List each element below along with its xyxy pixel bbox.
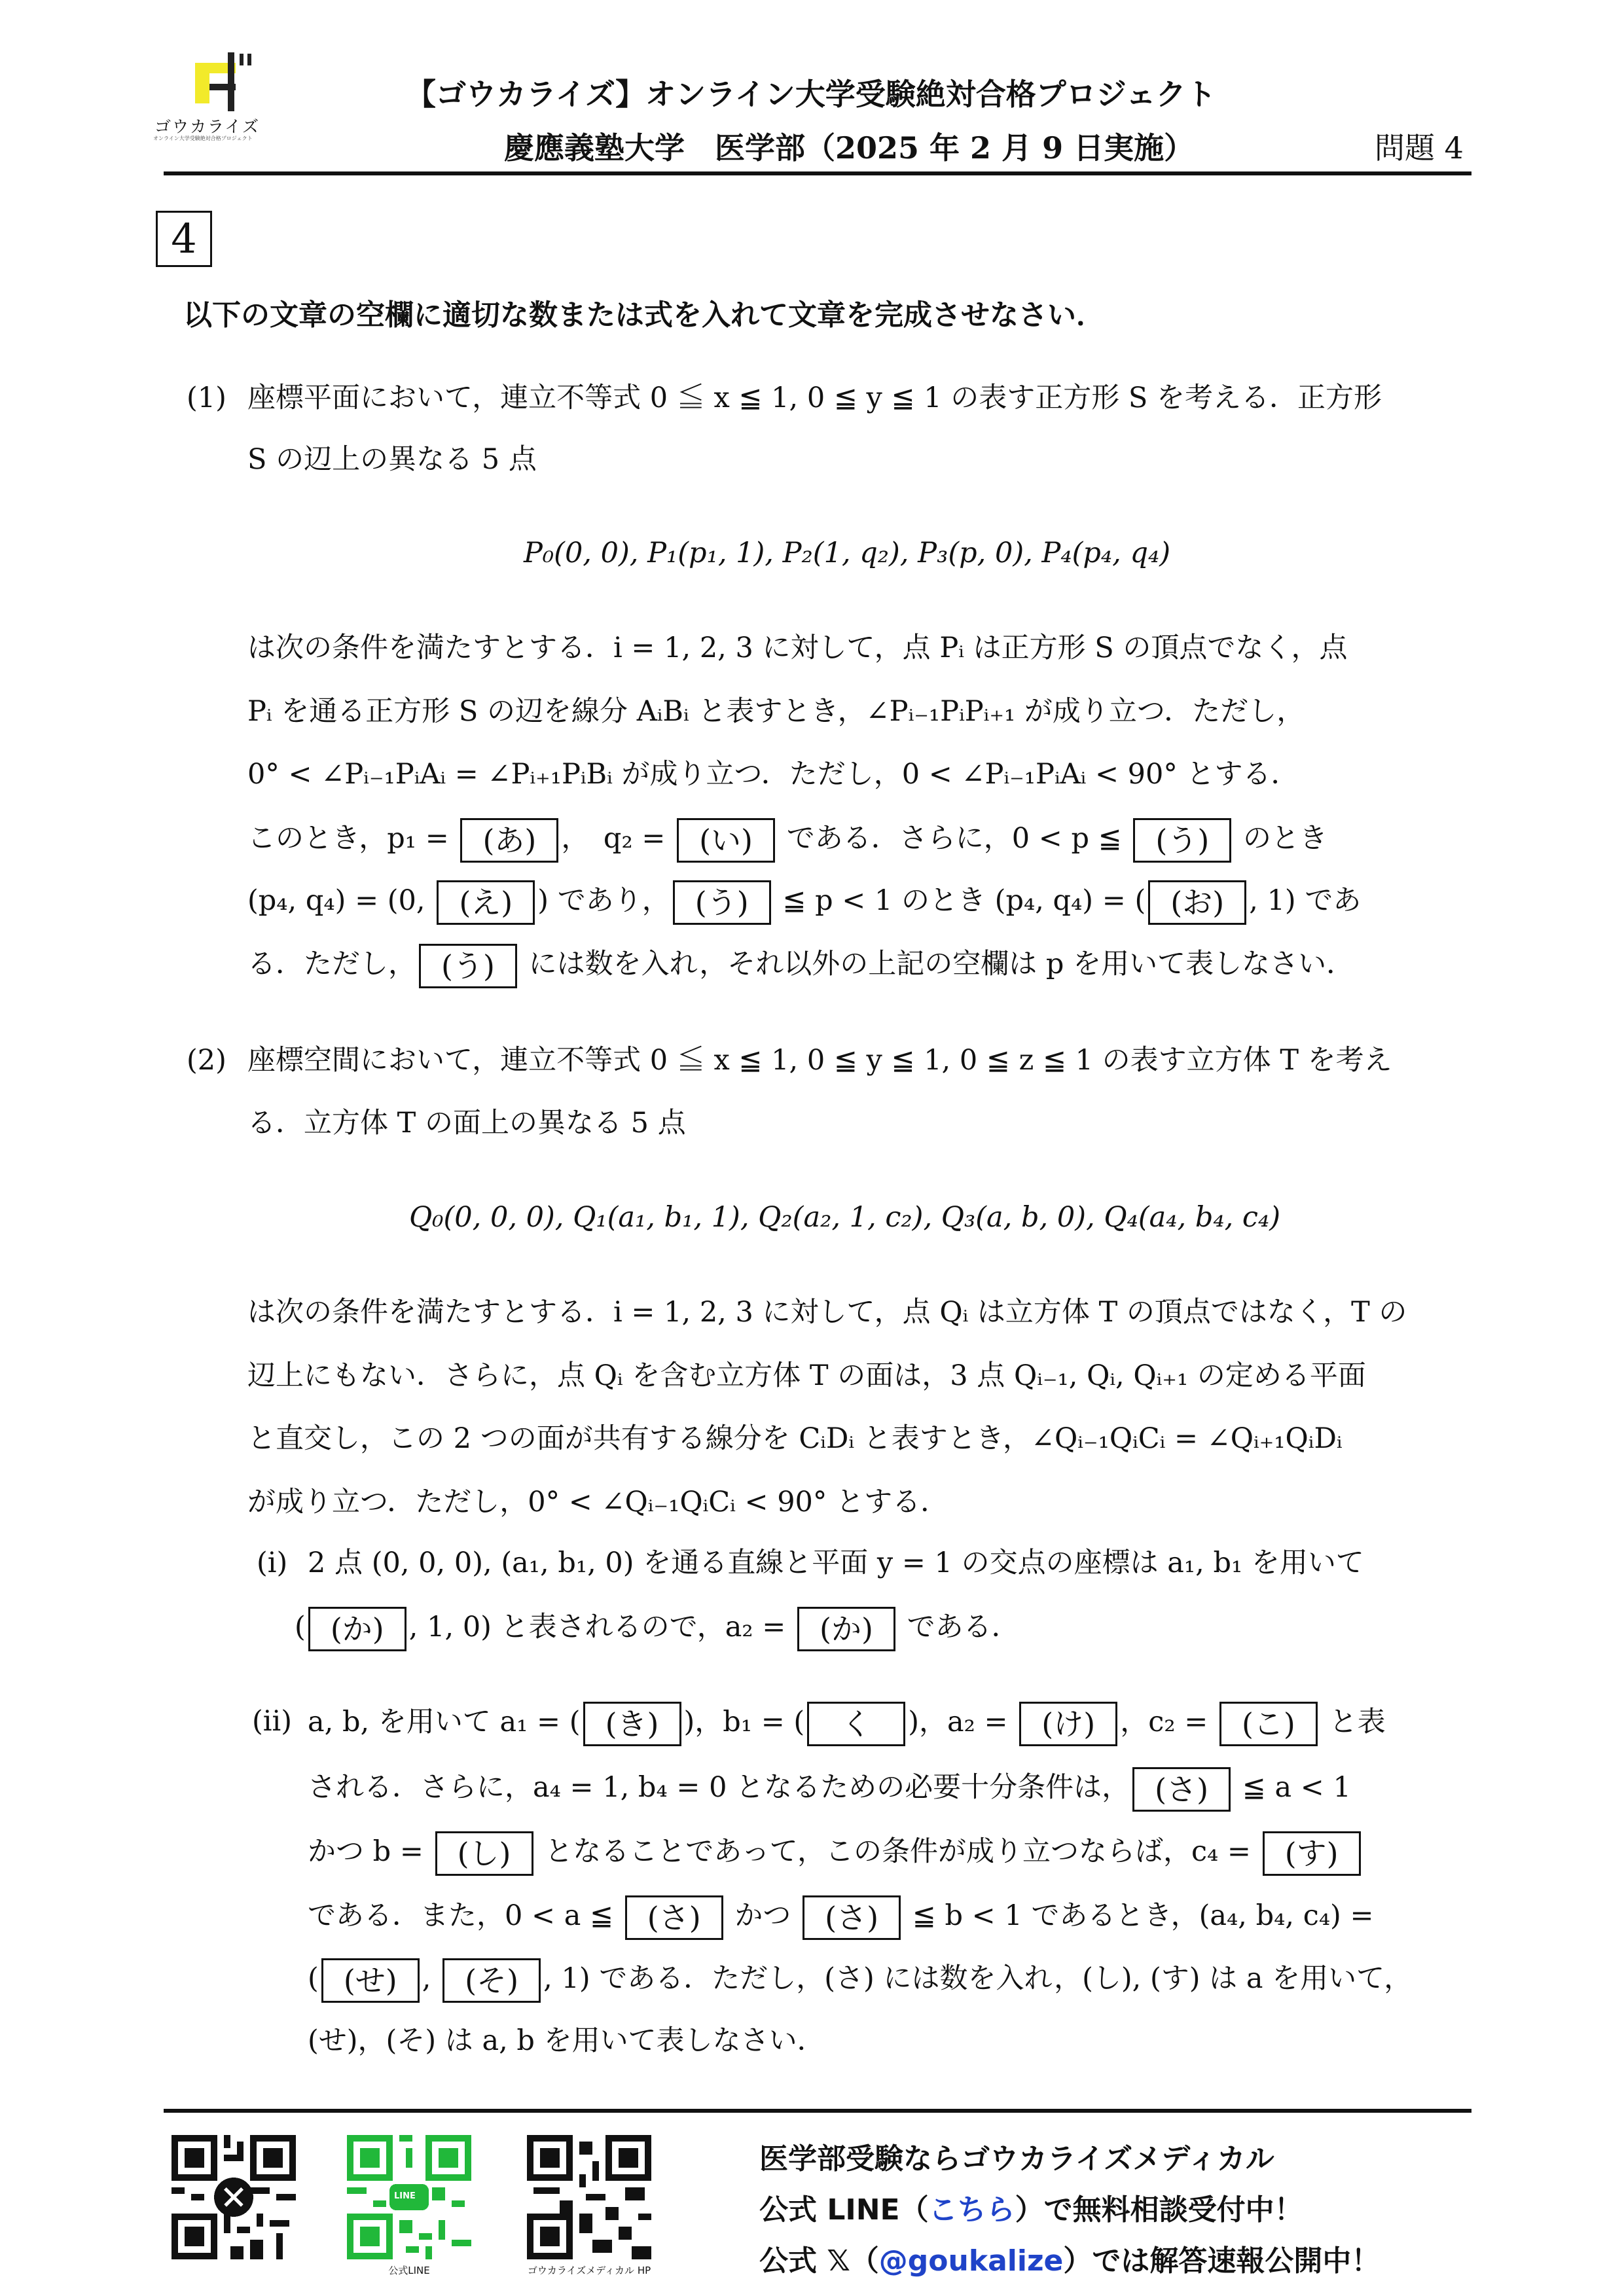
- blank-shi[interactable]: (し): [435, 1831, 533, 1876]
- footer-divider: [164, 2109, 1471, 2113]
- qr-x-code[interactable]: [171, 2135, 296, 2259]
- part2-ii-line1: a, b, を用いて a₁ = ( (き) )，b₁ = ( く )，a₂ = (け) ，c₂ = (こ) と表: [308, 1702, 1386, 1746]
- blank-ke[interactable]: (け): [1019, 1702, 1117, 1746]
- part2-ii-line4: である．また，0 < a ≦ (さ) かつ (さ) ≦ b < 1 であるとき，(a₄, b₄, c₄) =: [308, 1895, 1374, 1940]
- part2-line5: と直交し，この 2 つの面が共有する線分を CᵢDᵢ と表すとき，∠Qᵢ₋₁QᵢCᵢ = ∠Qᵢ₊₁QᵢDᵢ: [247, 1422, 1343, 1455]
- part2-i-line1: 2 点 (0, 0, 0), (a₁, b₁, 0) を通る直線と平面 y = 1 の交点の座標は a₁, b₁ を用いて: [308, 1547, 1364, 1579]
- blank-ko[interactable]: (こ): [1219, 1702, 1318, 1746]
- part2-line1: 座標空間において，連立不等式 0 ≦ x ≦ 1, 0 ≦ y ≦ 1, 0 ≦ z ≦ 1 の表す立方体 T を考え: [247, 1044, 1392, 1077]
- blank-so[interactable]: (そ): [442, 1958, 541, 2003]
- part1-line5: 0° < ∠Pᵢ₋₁PᵢAᵢ = ∠Pᵢ₊₁PᵢBᵢ が成り立つ．ただし，0 < ∠Pᵢ₋₁PᵢAᵢ < 90° とする．: [247, 758, 1299, 791]
- problem-label: 問題 4: [1375, 130, 1464, 166]
- blank-o[interactable]: (お): [1148, 880, 1246, 925]
- blank-ka[interactable]: (か): [308, 1607, 406, 1651]
- blank-sa-2[interactable]: (さ): [625, 1895, 723, 1940]
- brand-tagline: オンライン大学受験絶対合格プロジェクト: [153, 135, 253, 141]
- part1-line2: S の辺上の異なる 5 点: [247, 443, 537, 476]
- blank-ku[interactable]: く: [807, 1702, 905, 1746]
- part2-label: (2): [187, 1044, 226, 1077]
- blank-sa[interactable]: (さ): [1132, 1767, 1231, 1812]
- footer-line3: 公式 𝕏（@goukalize）では解答速報公開中！: [759, 2244, 1380, 2278]
- header-divider: [164, 171, 1471, 175]
- part1-line6: このとき，p₁ = (あ) ， q₂ = (い) である．さらに，0 < p ≦ (う) のとき: [247, 818, 1327, 863]
- blank-su[interactable]: (す): [1263, 1831, 1361, 1876]
- instruction: 以下の文章の空欄に適切な数または式を入れて文章を完成させなさい．: [183, 298, 1105, 332]
- blank-sa-3[interactable]: (さ): [803, 1895, 901, 1940]
- part2-ii-line5: ( (せ) , (そ) , 1) である．ただし，(さ) には数を入れ，(し), (す) は a を用いて，: [308, 1958, 1412, 2003]
- blank-ka-2[interactable]: (か): [797, 1607, 895, 1651]
- blank-se[interactable]: (せ): [321, 1958, 420, 2003]
- part1-points: P₀(0, 0), P₁(p₁, 1), P₂(1, q₂), P₃(p, 0), P₄(p₄, q₄): [524, 537, 1171, 569]
- part2-i-line2: ( (か) , 1, 0) と表されるので，a₂ = (か) である．: [295, 1607, 1020, 1651]
- part2-line4: 辺上にもない．さらに，点 Qᵢ を含む立方体 T の面は，3 点 Qᵢ₋₁, Qᵢ, Qᵢ₊₁ の定める平面: [247, 1359, 1366, 1392]
- x-account-link[interactable]: @goukalize: [878, 2244, 1064, 2278]
- qr-line-caption: 公式LINE: [388, 2265, 430, 2276]
- part2-line3: は次の条件を満たすとする．i = 1, 2, 3 に対して，点 Qᵢ は立方体 T の頂点ではなく，T の: [247, 1296, 1407, 1329]
- part1-line8: る．ただし， (う) には数を入れ，それ以外の上記の空欄は p を用いて表しなさい．: [247, 944, 1354, 988]
- qr-hp-caption: ゴウカライズメディカル HP: [527, 2265, 651, 2276]
- blank-a[interactable]: (あ): [460, 818, 558, 863]
- qr-hp-icon: [527, 2135, 651, 2259]
- blank-u-2[interactable]: (う): [673, 880, 771, 925]
- part2-line6: が成り立つ．ただし，0° < ∠Qᵢ₋₁QᵢCᵢ < 90° とする．: [247, 1486, 949, 1518]
- problem-number: 4: [171, 215, 197, 262]
- blank-ki[interactable]: (き): [583, 1702, 681, 1746]
- blank-u-3[interactable]: (う): [419, 944, 517, 988]
- qr-line-code[interactable]: [347, 2135, 471, 2259]
- blank-u[interactable]: (う): [1133, 818, 1231, 863]
- brand-name: ゴウカライズ: [154, 117, 261, 136]
- qr-hp-code[interactable]: [527, 2135, 651, 2259]
- part2-ii-line2: される．さらに，a₄ = 1, b₄ = 0 となるための必要十分条件は， (さ) ≦ a < 1: [308, 1767, 1351, 1812]
- goukalize-logo-icon: [149, 51, 287, 123]
- footer-line1: 医学部受験ならゴウカライズメディカル: [759, 2142, 1274, 2176]
- part1-line3: は次の条件を満たすとする．i = 1, 2, 3 に対して，点 Pᵢ は正方形 S の頂点でなく，点: [247, 632, 1348, 664]
- qr-line-text: LINE: [394, 2191, 416, 2201]
- header-title-2: 慶應義塾大学 医学部（2025 年 2 月 9 日実施）: [504, 130, 1195, 166]
- part2-ii-line3: かつ b = (し) となることであって，この条件が成り立つならば，c₄ = (す): [308, 1831, 1363, 1876]
- brand-logo: [149, 51, 287, 143]
- part2-ii-label: (ii): [252, 1705, 293, 1738]
- header-title-1: 【ゴウカライズ】オンライン大学受験絶対合格プロジェクト: [406, 77, 1216, 112]
- part1-line7: (p₄, q₄) = (0, (え) ) であり， (う) ≦ p < 1 のとき (p₄, q₄) = ( (お) , 1) であ: [247, 880, 1361, 925]
- blank-i[interactable]: (い): [677, 818, 775, 863]
- part2-i-label: (i): [257, 1547, 288, 1579]
- line-link[interactable]: こちら: [928, 2193, 1015, 2227]
- part2-line2: る．立方体 T の面上の異なる 5 点: [247, 1107, 686, 1139]
- part1-label: (1): [187, 382, 226, 414]
- part2-ii-line6: (せ)，(そ) は a, b を用いて表しなさい．: [308, 2024, 825, 2057]
- part2-points: Q₀(0, 0, 0), Q₁(a₁, b₁, 1), Q₂(a₂, 1, c₂), Q₃(a, b, 0), Q₄(a₄, b₄, c₄): [409, 1201, 1281, 1234]
- problem-number-box: [156, 211, 212, 267]
- part1-line1: 座標平面において，連立不等式 0 ≦ x ≦ 1, 0 ≦ y ≦ 1 の表す正方形 S を考える．正方形: [247, 382, 1382, 414]
- qr-x-icon: [171, 2135, 296, 2259]
- footer-line2: 公式 LINE（こちら）で無料相談受付中！: [759, 2193, 1303, 2227]
- part1-line4: Pᵢ を通る正方形 S の辺を線分 AᵢBᵢ と表すとき，∠Pᵢ₋₁PᵢPᵢ₊₁ が成り立つ．ただし，: [247, 695, 1305, 728]
- blank-e[interactable]: (え): [437, 880, 535, 925]
